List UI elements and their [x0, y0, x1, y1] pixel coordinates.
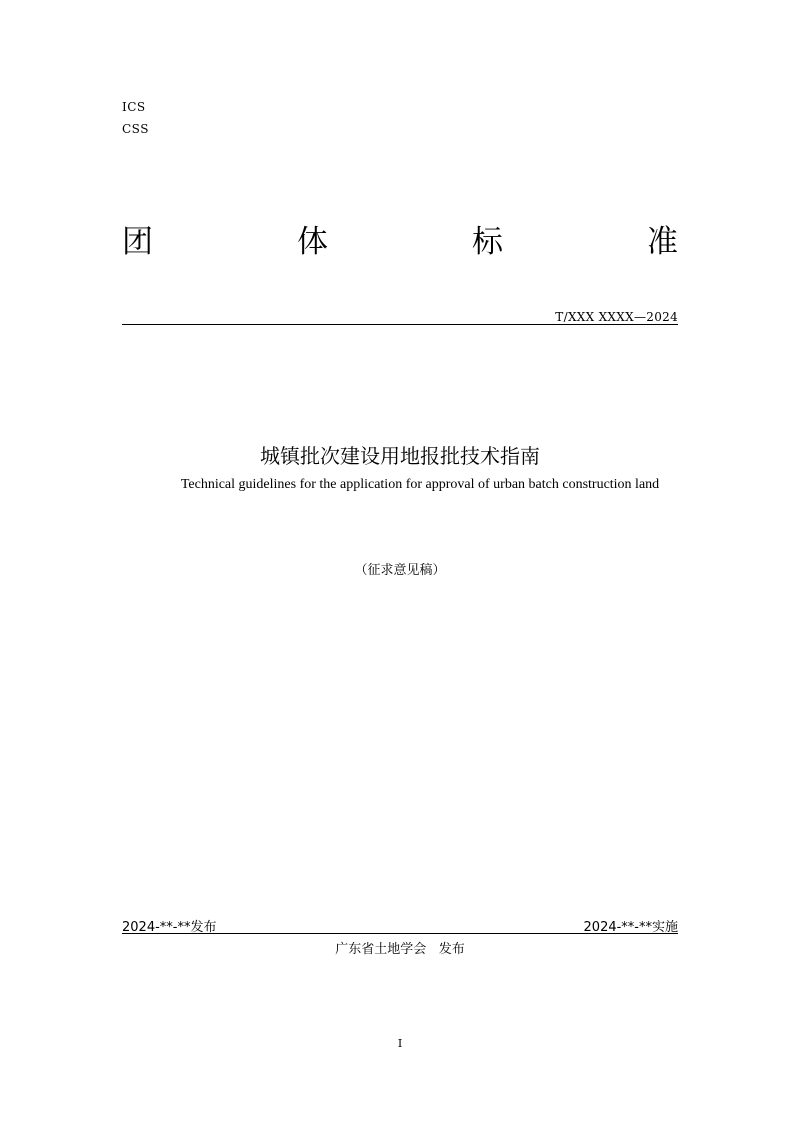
page-number: I [397, 1037, 403, 1050]
bottom-divider [122, 933, 678, 934]
top-divider [122, 324, 678, 325]
implement-date: 2024-**-**实施 [583, 920, 678, 935]
publish-date: 2024-**-**发布 [122, 920, 217, 935]
standard-number: T/XXX XXXX—2024 [555, 310, 678, 324]
css-label: CSS [122, 122, 149, 136]
draft-note: （征求意见稿） [354, 563, 446, 578]
issuer: 广东省土地学会 发布 [335, 942, 465, 957]
title-char: 体 [297, 224, 328, 260]
document-title-zh: 城镇批次建设用地报批技术指南 [260, 444, 540, 468]
title-char: 标 [472, 224, 503, 260]
title-char: 团 [122, 224, 153, 260]
title-char: 准 [647, 224, 678, 260]
standard-type-title [122, 222, 678, 262]
document-title-en: Technical guidelines for the application for approval of urban batch construction land [180, 477, 660, 492]
ics-label: ICS [122, 100, 146, 114]
